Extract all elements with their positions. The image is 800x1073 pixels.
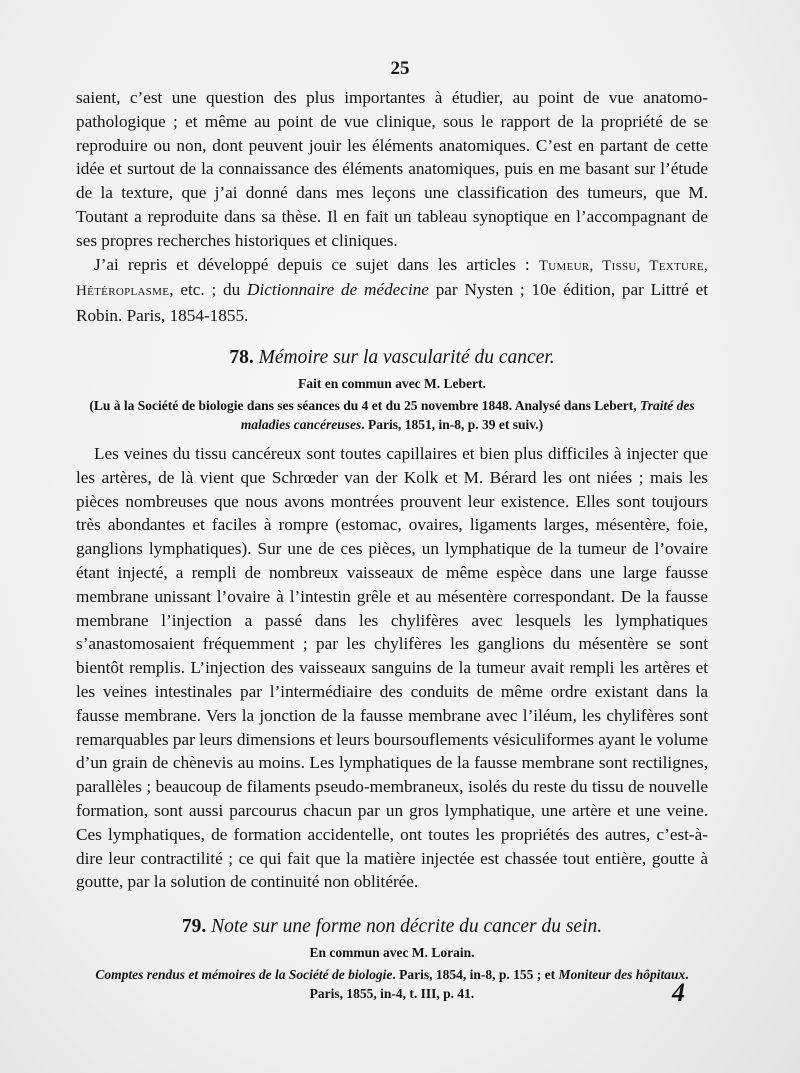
section-78-reference <box>76 396 708 434</box>
intro-paragraph-2 <box>76 253 708 328</box>
section-78-number: 78. <box>229 346 254 368</box>
section-78-body: Les veines du tissu cancéreux sont toutes capillaires et bien plus difficiles à injecter que les artères, de là vient que Schrœder van der Kolk et M. Bérard les ont niées ; mais les pièces nombreuses que nous avons montrées prouvent leur existence. Elles sont toujours très abondantes et faciles à rompre (estomac, ovaires, ligaments larges, mésentère, foie, ganglions lymphatiques). Sur une de ces pièces, un lymphatique de la tumeur de l’ovaire étant injecté, a rempli de nombreux vaisseaux de même espèce dans une large fausse membrane unissant l’ovaire à l’intestin grêle et au mésentère correspondant. De la fausse membrane l’injection a passé dans les chylifères avec lesquels les lymphatiques s’anastomosaient fréquemment ; par les chylifères les ganglions du mésentère se sont bientôt remplis. L’injection des vaisseaux sanguins de la tumeur avait rempli les artères et les veines intestinales par l’intermédiaire des conduits de même ordre existant dans la fausse membrane. Vers la jonction de la fausse membrane avec l’iléum, les chylifères sont remarquables par leurs dimensions et leurs boursouflements vésiculiformes ayant le volume d’un grain de chènevis au moins. Les lymphatiques de la fausse membrane sont rectilignes, parallèles ; beaucoup de filaments pseudo-membraneux, isolés du reste du tissu de nouvelle formation, sont aussi parcourus chacun par un gros lymphatique, une artère et une veine. Ces lymphatiques, de formation accidentelle, ont toutes les propriétés des autres, c’est-à-dire leur contractilité ; ce qui fait que la matière injectée est chassée tout entière, goutte à goutte, par la solution de continuité non oblitérée. <box>76 443 708 892</box>
ref-79-end: . <box>685 967 689 983</box>
ref-79-work: Comptes rendus et mémoires de la Société de biologie <box>95 967 393 983</box>
section-79-collaborator: En commun avec M. Lorain. <box>309 945 475 961</box>
section-78-title: Mémoire sur la vascularité du cancer. <box>258 346 555 368</box>
intro-p2-end: par Nysten ; 10e édition, par Littré et Robin. Paris, 1854-1855. <box>76 280 709 326</box>
section-78-collaborator: Fait en commun avec M. Lebert. <box>298 375 486 391</box>
ref-79-work2: Moniteur des hôpitaux <box>558 967 686 983</box>
article-terms: Tumeur, Tissu, Texture, Hétéroplasme <box>76 257 709 300</box>
intro-p2-start: J’ai repris et développé depuis ce sujet dans les articles : <box>94 254 539 274</box>
section-79-heading <box>76 914 708 940</box>
dictionary-title: Dictionnaire de médecine <box>247 280 429 300</box>
ref-79-mid: . Paris, 1854, in-8, p. 155 ; et <box>392 967 559 983</box>
page-number: 25 <box>390 58 410 79</box>
ref-78-start: (Lu à la Société de biologie dans ses séances du 4 et du 25 novembre 1848. Analysé dans Lebert, <box>89 397 641 413</box>
section-79-number: 79. <box>181 916 207 938</box>
ref-78-work: Traité des maladies cancéreuses <box>240 397 695 432</box>
signature-mark: 4 <box>672 978 685 1007</box>
ref-79-line2: Paris, 1855, in-4, t. III, p. 41. <box>309 986 475 1002</box>
section-79-title: Note sur une forme non décrite du cancer du sein. <box>211 916 603 938</box>
section-78-heading <box>76 345 708 371</box>
intro-paragraph: saient, c’est une question des plus importantes à étudier, au point de vue anatomo-pathologique ; et même au point de vue clinique, sous le rapport de la propriété de se reproduire ou non, dont peuvent jouir les éléments anatomiques. C’est en partant de cette idée et surtout de la connaissance des éléments anatomiques, puis en me basant sur l’étude de la texture, que j’ai donné dans mes leçons une classification des tumeurs, que M. Toutant a reproduite dans sa thèse. Il en fait un tableau synoptique en l’accompagnant de ses propres recherches historiques et cliniques. <box>76 88 708 250</box>
intro-p2-mid: , etc. ; du <box>169 280 248 300</box>
section-79-reference <box>76 965 708 1003</box>
page-body <box>76 86 708 1011</box>
ref-78-end: . Paris, 1851, in-8, p. 39 et suiv.) <box>361 416 544 432</box>
